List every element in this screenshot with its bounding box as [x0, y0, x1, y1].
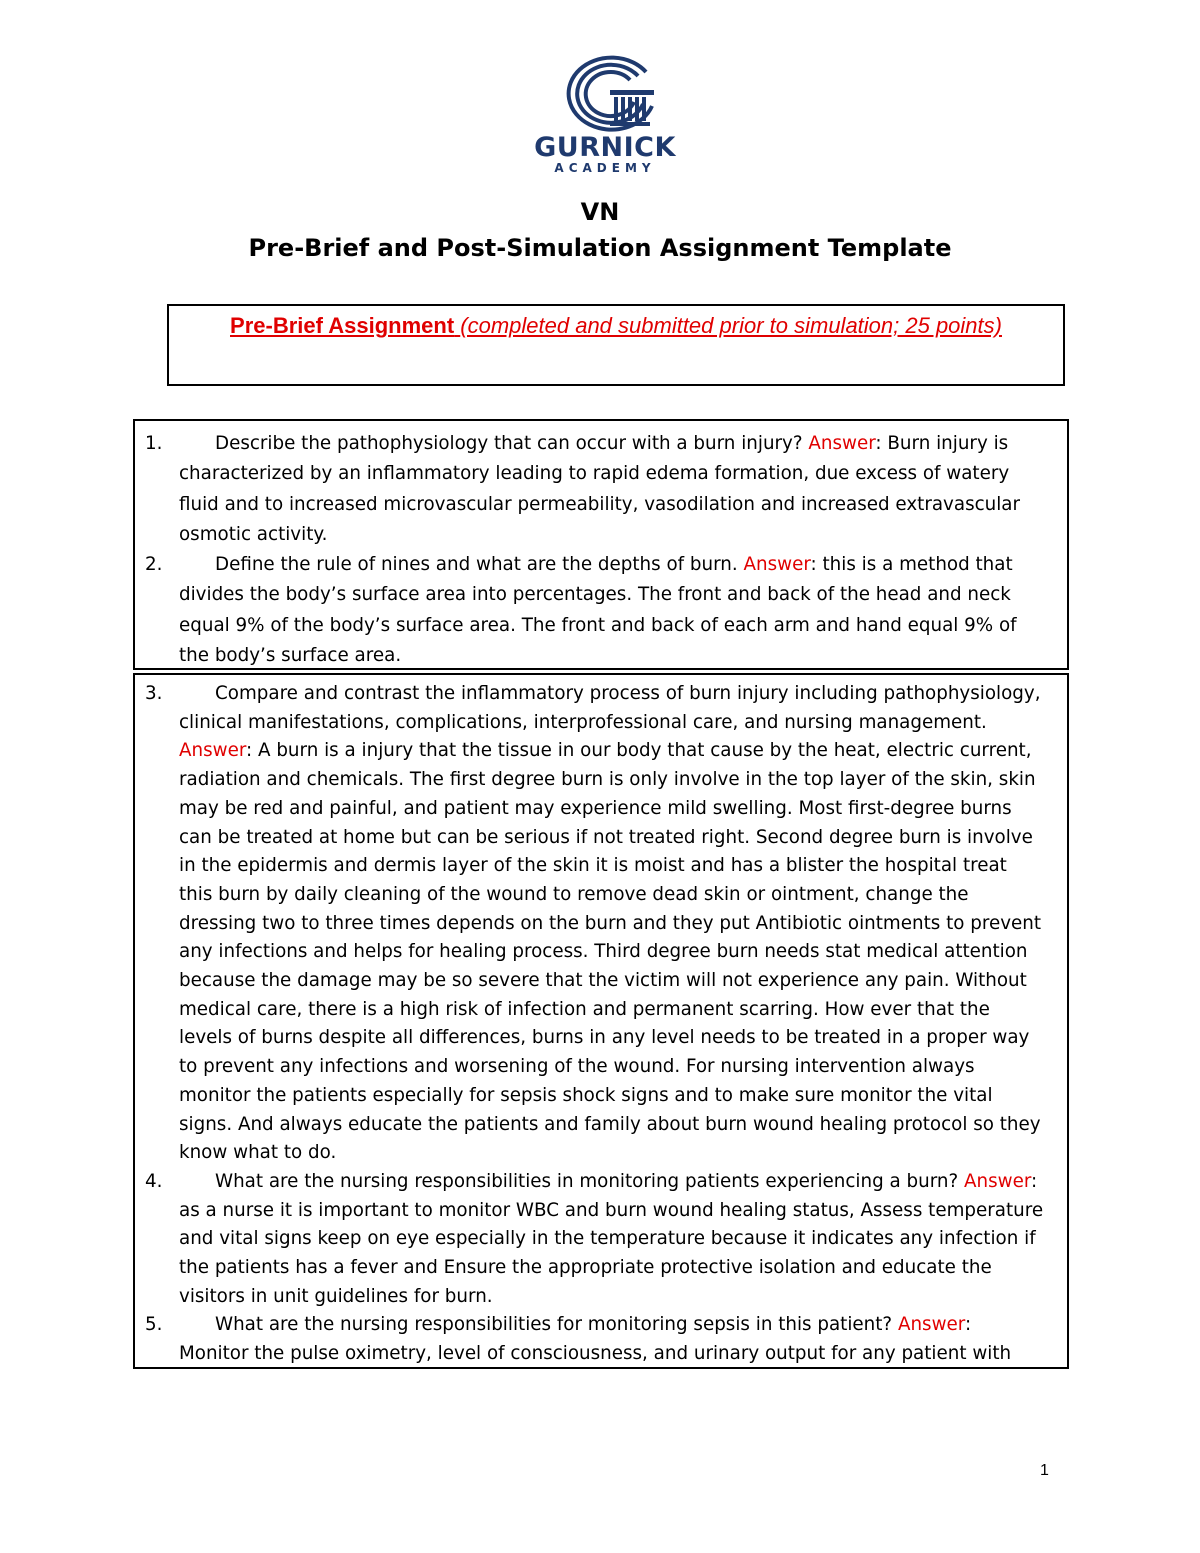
- document-title-program: VN: [580, 198, 620, 226]
- question-item: 1. Describe the pathophysiology that can occur with a burn injury? Answer: Burn injury is characterized by an inflammatory leading to rapid edema formation, due excess of watery fluid and to increased microvascular permeability, vasodilation and increased extravascular osmotic activity.: [135, 429, 1045, 550]
- answer-text: Burn injury is characterized by an inflammatory leading to rapid edema formation, due excess of watery fluid and to increased microvascular permeability, vasodilation and increased extravascular osmotic activity.: [179, 433, 1021, 545]
- gurnick-g-column-logo-icon: [510, 50, 700, 132]
- question-number: 5.: [145, 1314, 163, 1336]
- answer-label: Answer: [964, 1170, 1032, 1192]
- question-item: 3. Compare and contrast the inflammatory process of burn injury including pathophysiology, clinical manifestations, complications, interprofessional care, and nursing management. Answer: A burn is a injury that the tissue in our body that cause by the heat, electric current, radiation and chemicals. The first degree burn is only involve in the top layer of the skin, skin may be red and painful, and patient may experience mild swelling. Most first-degree burns can be treated at home but can be serious if not treated right. Second degree burn is involve in the epidermis and dermis layer of the skin it is moist and has a blister the hospital treat this burn by daily cleaning of the wound to remove dead skin or ointment, change the dressing two to three times depends on the burn and they put Antibiotic ointments to prevent any infections and helps for healing process. Third degree burn needs stat medical attention because the damage may be so severe that the victim will not experience any pain. Without medical care, there is a high risk of infection and permanent scarring. How ever that the levels of burns despite all differences, burns in any level needs to be treated in a proper way to prevent any infections and worsening of the wound. For nursing intervention always monitor the patients especially for sepsis shock signs and to make sure monitor the vital signs. And always educate the patients and family about burn wound healing protocol so they know what to do.: [135, 680, 1045, 1168]
- answer-label: Answer: [743, 554, 811, 576]
- question-number: 3.: [145, 683, 163, 704]
- logo-subtitle: ACADEMY: [554, 161, 656, 175]
- gurnick-academy-logo: [510, 50, 700, 180]
- questions-box-1: [133, 419, 1069, 670]
- question-number: 1.: [145, 433, 163, 454]
- question-number: 4.: [145, 1170, 163, 1192]
- questions-box-2: [133, 673, 1069, 1369]
- page-number: 1: [1040, 1462, 1049, 1479]
- assignment-header-box: [167, 304, 1065, 386]
- question-item: 4. What are the nursing responsibilities in monitoring patients experiencing a burn? Answer: as a nurse it is important to monitor WBC and burn wound healing status, Assess temperature and vital signs keep on eye especially in the temperature because it indicates any infection if the patients has a fever and Ensure the appropriate protective isolation and educate the visitors in unit guidelines for burn.: [135, 1168, 1045, 1312]
- question-text: Describe the pathophysiology that can occur with a burn injury?: [215, 433, 803, 454]
- answer-text: this is a method that divides the body’s surface area into percentages. The front and back of the head and neck equal 9% of the body’s surface area. The front and back of each arm and hand equal 9% of the body’s surface area.: [179, 554, 1017, 667]
- question-text: Define the rule of nines and what are the depths of burn.: [215, 554, 738, 576]
- assignment-header: [169, 313, 1063, 339]
- question-item: 5. What are the nursing responsibilities for monitoring sepsis in this patient? Answer: Monitor the pulse oximetry, level of consciousness, and urinary output for any patient with: [135, 1311, 1045, 1368]
- assignment-header-note: (completed and submitted prior to simulation; 25 points): [460, 313, 1002, 338]
- answer-text: Monitor the pulse oximetry, level of consciousness, and urinary output for any patient with: [179, 1343, 1012, 1365]
- answer-label: Answer: [897, 1314, 965, 1336]
- question-number: 2.: [145, 554, 163, 576]
- question-text: What are the nursing responsibilities for monitoring sepsis in this patient?: [215, 1314, 893, 1336]
- answer-label: Answer: [808, 433, 876, 454]
- document-title: Pre-Brief and Post-Simulation Assignment Template: [248, 234, 952, 262]
- assignment-header-title: Pre-Brief Assignment: [230, 313, 455, 338]
- question-text: Compare and contrast the inflammatory process of burn injury including pathophysiology, clinical manifestations, complications, interprofessional care, and nursing management.: [179, 683, 1041, 733]
- question-item: 2. Define the rule of nines and what are the depths of burn. Answer: this is a method that divides the body’s surface area into percentages. The front and back of the head and neck equal 9% of the body’s surface area. The front and back of each arm and hand equal 9% of the body’s surface area.: [135, 550, 1045, 671]
- answer-label: Answer: [179, 740, 247, 762]
- answer-text: A burn is a injury that the tissue in our body that cause by the heat, electric current, radiation and chemicals. The first degree burn is only involve in the top layer of the skin, skin may be red and painful, and patient may experience mild swelling. Most first-degree burns can be treated at home but can be serious if not treated right. Second degree burn is involve in the epidermis and dermis layer of the skin it is moist and has a blister the hospital treat this burn by daily cleaning of the wound to remove dead skin or ointment, change the dressing two to three times depends on the burn and they put Antibiotic ointments to prevent any infections and helps for healing process. Third degree burn needs stat medical attention because the damage may be so severe that the victim will not experience any pain. Without medical care, there is a high risk of infection and permanent scarring. How ever that the levels of burns despite all differences, burns in any level needs to be treated in a proper way to prevent any infections and worsening of the wound. For nursing intervention always monitor the patients especially for sepsis shock signs and to make sure monitor the vital signs. And always educate the patients and family about burn wound healing protocol so they know what to do.: [179, 740, 1042, 1164]
- question-text: What are the nursing responsibilities in monitoring patients experiencing a burn?: [215, 1170, 959, 1192]
- answer-text: as a nurse it is important to monitor WBC and burn wound healing status, Assess temperature and vital signs keep on eye especially in the temperature because it indicates any infection if the patients has a fever and Ensure the appropriate protective isolation and educate the visitors in unit guidelines for burn.: [179, 1199, 1044, 1307]
- logo-name: GURNICK: [534, 132, 676, 163]
